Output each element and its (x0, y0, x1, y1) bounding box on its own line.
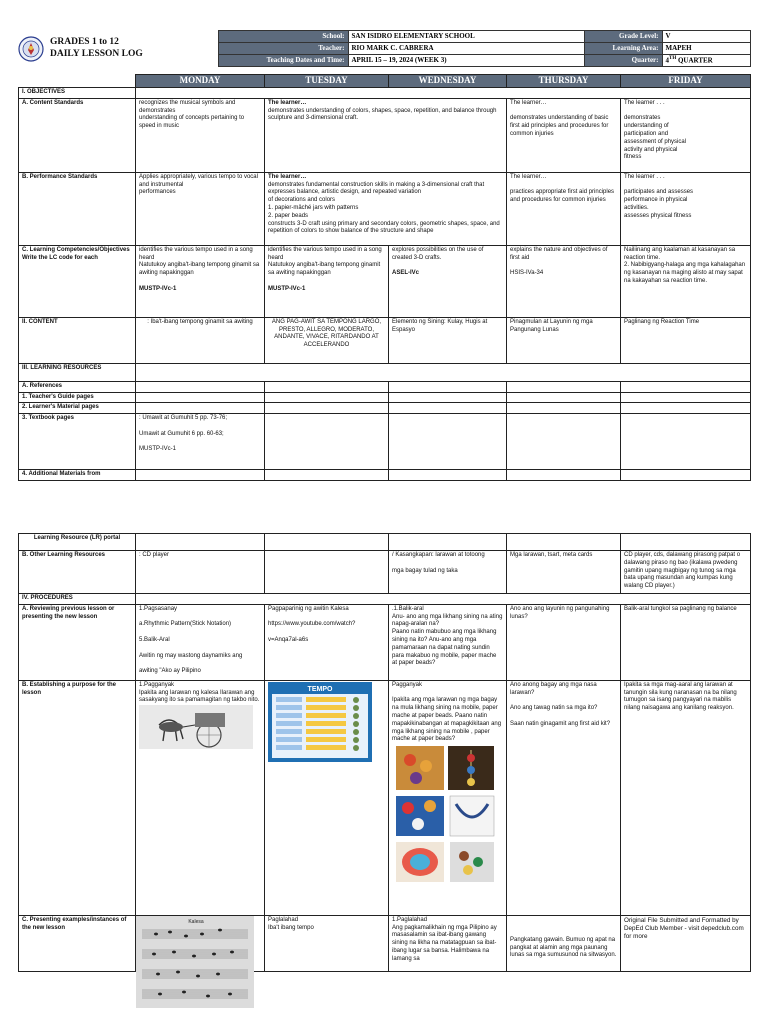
presenting-wed: 1.Paglalahad Ang pagkamalikhain ng mga Pilipino ay masasalamin sa ibat-ibang gawang sining na likha na matatagpuan sa ibat-ibang lugar sa bansa. Halimbawa na lamang sa (389, 915, 507, 971)
tempo-chart-title: TEMPO (307, 685, 333, 693)
reviewing-mon: 1.Pagsasanay a.Rhythmic Pattern(Stick Notation) 5.Balik-Aral Awitin ng may wastong daynamiks ang awiting "Ako ay Pilipino (136, 604, 265, 680)
additional-materials-label: 4. Additional Materials from (19, 470, 136, 481)
kalesa-image (139, 705, 253, 749)
header (18, 30, 750, 67)
area-value: MAPEH (662, 43, 750, 55)
reviewing-thu: Ano ano ang layunin ng pangunahing lunas? (507, 604, 621, 680)
grade-value: V (662, 31, 750, 43)
reviewing-wed: .1.Balik-aral Anu- ano ang mga likhang sining na ating napag-aralan na? Paano natin mabubuo ang mga likhang sining na ito? Anu-ano ang mga pamamaraan na dapat nating sundin para makabuo ng mobile, paper mache at paper beads? (389, 604, 507, 680)
textbook-pages-mon: : Umawit at Gumuhit 5 pp. 73-76; Umawit at Gumuhit 6 pp. 60-63; MUSTP-IVc-1 (136, 414, 265, 470)
lesson-table (18, 74, 751, 481)
content-label: II. CONTENT (19, 317, 136, 363)
purpose-fri: Ipakita sa mga mag-aaral ang larawan at tanungin sila kung naranasan na ba nilang tumugon sa isang pangyayari na mabilis nilang naisagawa ang kanilang reaksyon. (621, 680, 751, 915)
content-standards-label: A. Content Standards (19, 98, 136, 172)
competencies-fri: Nailiinang ang kaalaman at kasanayan sa reaction time. 2. Nabibigyang-halaga ang mga kahalagahan ng kasanayan na maging alisto at may sapat na kakayahan sa reaction time. (621, 245, 751, 317)
other-resources-fri: CD player, cds, dalawang pirasong patpat o dalawang piraso ng bao (ikalawa pwedeng gamitin upang magbigay ng tunog sa mga bata upang masundan ang kumpas kung walang CD player.) (621, 551, 751, 594)
quarter-value: 4TH QUARTER (662, 55, 750, 67)
purpose-thu: Ano anong bagay ang mga nasa larawan? Ano ang tawag natin sa mga ito? Saan natin ginagamit ang first aid kit? (507, 680, 621, 915)
doc-title-line2: DAILY LESSON LOG (50, 48, 143, 59)
lr-portal-label: Learning Resource (LR) portal (19, 534, 136, 551)
performance-standards-mon: Applies appropriately, various tempo to vocal and instrumental performances (136, 172, 265, 245)
school-value: SAN ISIDRO ELEMENTARY SCHOOL (348, 31, 584, 43)
content-standards-fri: The learner . . . demonstrates understanding of participation and assessment of physical activity and physical fitness (621, 98, 751, 172)
day-header-monday: MONDAY (136, 75, 265, 88)
presenting-label: C. Presenting examples/instances of the new lesson (19, 915, 136, 971)
presenting-mon (136, 915, 265, 971)
learners-material-label: 2. Learner's Material pages (19, 403, 136, 414)
deped-seal-icon (18, 36, 44, 62)
performance-standards-tue: The learner… demonstrates fundamental construction skills in making a 3-dimensional craft that expresses balance, artistic design, and repeated variation of decorations and colors 1. papier-mâché jars with patterns 2. paper beads constructs 3-D craft using primary and secondary colors, geometric shapes, space, and repetition of colors to show balance of the structure and shape (265, 172, 507, 245)
other-resources-wed: / Kasangkapan: larawan at totoong mga bagay tulad ng taka (389, 551, 507, 594)
learning-resources-label: III. LEARNING RESOURCES (19, 363, 136, 381)
reviewing-tue: Pagpaparinig ng awitin Kalesa https://www.youtube.com/watch? v=Anqa7al-a6s (265, 604, 389, 680)
procedures-label: IV. PROCEDURES (19, 594, 136, 605)
day-header-friday: FRIDAY (621, 75, 751, 88)
content-standards-tue: The learner… demonstrates understanding of colors, shapes, space, repetition, and balance through sculpture and 3-dimensional craft. (265, 98, 507, 172)
content-thu: Pinagmulan at Layunin ng mga Pangunang Lunas (507, 317, 621, 363)
content-wed: Elemento ng Sining: Kulay, Hugis at Espasyo (389, 317, 507, 363)
other-resources-mon: : CD player (136, 551, 265, 594)
competencies-thu: explains the nature and objectives of first aid HSIS-IVa-34 (507, 245, 621, 317)
purpose-tue (265, 680, 389, 915)
lesson-table-continued (18, 533, 751, 972)
tempo-chart-image (268, 682, 372, 762)
references-label: A. References (19, 381, 136, 392)
teacher-label: Teacher: (218, 43, 348, 55)
kalesa-sheet-music-image (136, 916, 254, 1008)
content-standards-thu: The learner… demonstrates understanding of basic first aid principles and procedures for common injuries (507, 98, 621, 172)
reviewing-fri: Balik-aral tungkol sa paglinang ng balance (621, 604, 751, 680)
lesson-table-page2 (18, 533, 750, 972)
textbook-pages-label: 3. Textbook pages (19, 414, 136, 470)
competencies-tue: identifies the various tempo used in a song heard Natutukoy angiba't-ibang tempong ginamit sa awiting napakinggan MUSTP-IVc-1 (265, 245, 389, 317)
content-mon: : Iba't-ibang tempong ginamit sa awiting (136, 317, 265, 363)
content-standards-mon: recognizes the musical symbols and demonstrates understanding of concepts pertaining to speed in music (136, 98, 265, 172)
competencies-mon: identifies the various tempo used in a song heard Natutukoy angiba't-ibang tempong ginamit sa awiting napakinggan MUSTP-IVc-1 (136, 245, 265, 317)
presenting-thu: Pangkatang gawain. Bumuo ng apat na pangkat at alamin ang mga paunang lunas sa mga sumusunod na sitwasyon. (507, 915, 621, 971)
performance-standards-fri: The learner . . . participates and assesses performance in physical activities. assesses physical fitness (621, 172, 751, 245)
presenting-tue: Paglalahad Iba't ibang tempo (265, 915, 389, 971)
other-resources-label: B. Other Learning Resources (19, 551, 136, 594)
performance-standards-thu: The learner… practices appropriate first aid principles and procedures for common injuries (507, 172, 621, 245)
header-table (18, 30, 751, 67)
content-fri: Paglinang ng Reaction Time (621, 317, 751, 363)
competencies-wed: explores possibilities on the use of created 3-D crafts. ASEL-IVc (389, 245, 507, 317)
reviewing-label: A. Reviewing previous lesson or presenting the new lesson (19, 604, 136, 680)
dates-label: Teaching Dates and Time: (218, 55, 348, 67)
day-header-wednesday: WEDNESDAY (389, 75, 507, 88)
purpose-wed: Pagganyak Ipakita ang mga larawan ng mga bagay na mula likhang sining na mobile, paper mache at paper beads. Paano natin mapakikinabangan at mapagkikitaan ang mga likhang sining na mobile , paper mache at paper beads? (389, 680, 507, 915)
presenting-fri-watermark: Original File Submitted and Formatted by DepEd Club Member - visit depedclub.com for more (621, 915, 751, 971)
teachers-guide-label: 1. Teacher's Guide pages (19, 392, 136, 403)
school-label: School: (218, 31, 348, 43)
grade-label: Grade Level: (584, 31, 662, 43)
section-objectives: I. OBJECTIVES (19, 88, 136, 99)
dates-value: APRIL 15 – 19, 2024 (WEEK 3) (348, 55, 584, 67)
performance-standards-label: B. Performance Standards (19, 172, 136, 245)
day-header-tuesday: TUESDAY (265, 75, 389, 88)
competencies-label: C. Learning Competencies/Objectives Write the LC code for each (19, 245, 136, 317)
other-resources-thu: Mga larawan, tsart, meta cards (507, 551, 621, 594)
teacher-value: RIO MARK C. CABRERA (348, 43, 584, 55)
crafts-images (392, 744, 504, 884)
sheet-music-title: Kalesa (188, 918, 204, 925)
doc-title-line1: GRADES 1 to 12 (50, 37, 119, 48)
area-label: Learning Area: (584, 43, 662, 55)
lesson-table-page1 (18, 74, 750, 481)
quarter-label: Quarter: (584, 55, 662, 67)
purpose-mon: 1.Pagganyak Ipakita ang larawan ng kalesa Ilarawan ang sasakyang ito sa pamamagitan ng takbo nito. (136, 680, 265, 915)
purpose-label: B. Establishing a purpose for the lesson (19, 680, 136, 915)
content-tue: ANG PAG-AWIT SA TEMPONG LARGO, PRESTO, ALLEGRO, MODERATO, ANDANTE, VIVACE, RITARDANDO AT ACCELERANDO (265, 317, 389, 363)
day-header-thursday: THURSDAY (507, 75, 621, 88)
